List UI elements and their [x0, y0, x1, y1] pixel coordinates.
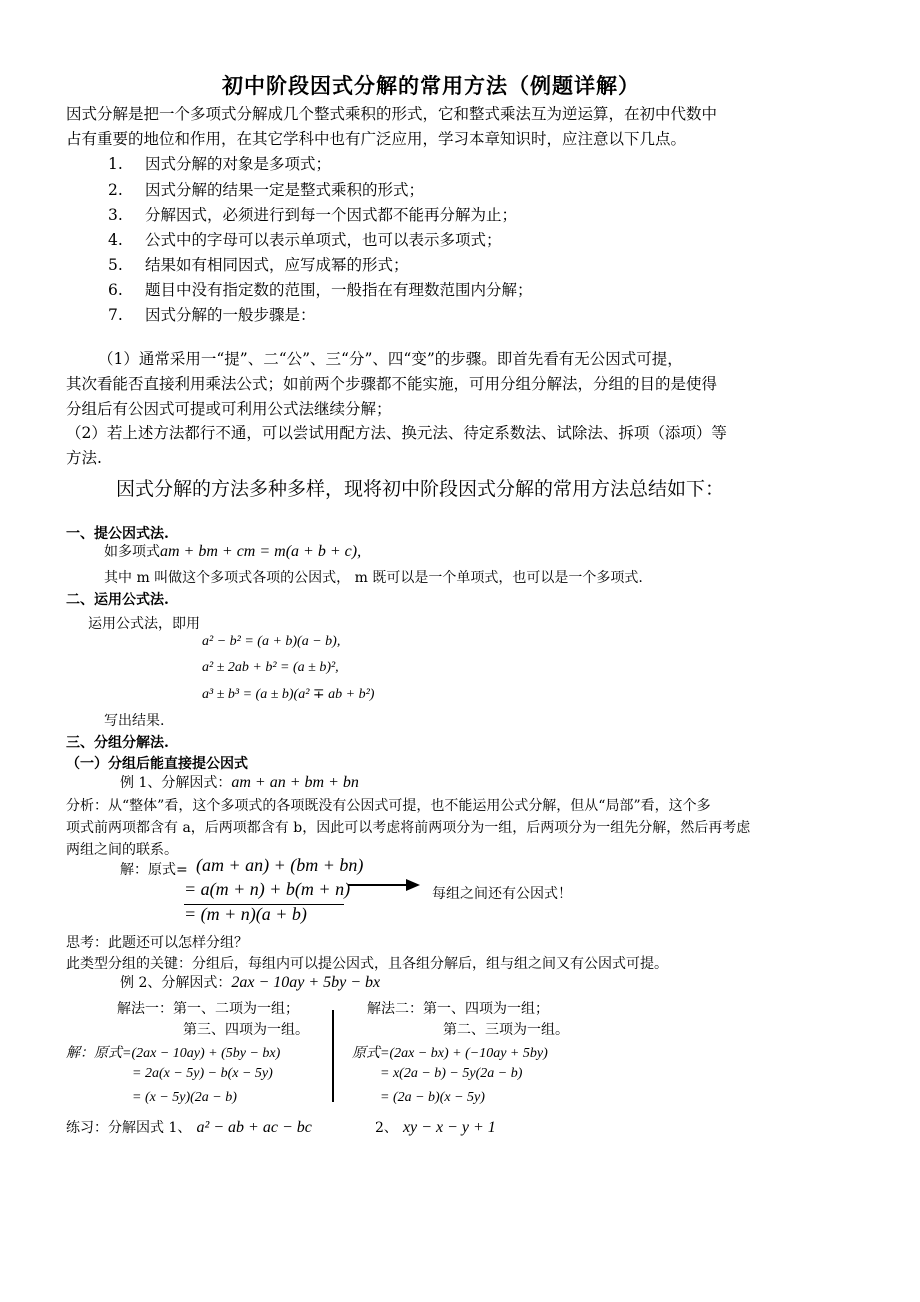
subsection-heading: （一）分组后能直接提公因式 — [66, 756, 248, 772]
think-question: 思考：此题还可以怎样分组？ — [66, 935, 248, 951]
section-1-heading: 一、提公因式法. — [66, 526, 169, 542]
example-1-formula: am + an + bm + bn — [231, 774, 359, 791]
section-1-note: 其中 m 叫做这个多项式各项的公因式， m 既可以是一个单项式，也可以是一个多项式. — [104, 570, 643, 586]
list-item — [108, 152, 331, 174]
summary-line: 因式分解的方法多种多样，现将初中阶段因式分解的常用方法总结如下： — [116, 478, 725, 500]
method-2-step-2: = x(2a − b) − 5y(2a − b) — [380, 1066, 523, 1081]
item-text: 公式中的字母可以表示单项式，也可以表示多项式； — [145, 231, 502, 249]
example-1-prefix: 例 1、分解因式： — [120, 775, 232, 791]
item-number: 4. — [108, 231, 123, 249]
method-2-line-2: 第二、三项为一组。 — [443, 1022, 569, 1038]
list-item — [108, 228, 502, 250]
practice-2-formula: xy − x − y + 1 — [402, 1119, 496, 1136]
section-3-heading: 三、分组分解法. — [66, 735, 169, 751]
method-2-step-3: = (2a − b)(x − 5y) — [380, 1090, 485, 1105]
example-prefix: 如多项式 — [104, 544, 160, 560]
intro-line-2: 占有重要的地位和作用，在其它学科中也有广泛应用，学习本章知识时，应注意以下几点。 — [66, 130, 687, 148]
item-text: 分解因式，必须进行到每一个因式都不能再分解为止； — [145, 206, 518, 224]
method-1-line-1: 解法一：第一、二项为一组； — [117, 1001, 299, 1017]
solution-step-1: (am + an) + (bm + bn) — [196, 855, 364, 875]
item-number: 6. — [108, 281, 123, 299]
item-text: 因式分解的对象是多项式； — [145, 155, 332, 173]
solution-step-2: = a(m + n) + b(m + n) — [184, 879, 351, 899]
key-note: 此类型分组的关键：分组后，每组内可以提公因式，且各组分解后，组与组之间又有公因式可提。 — [66, 956, 668, 972]
analysis-line-2: 项式前两项都含有 a，后两项都含有 b，因此可以考虑将前两项分为一组，后两项分为一组先分解，然后再考虑 — [66, 820, 751, 836]
practice-prefix: 练习：分解因式 1、 — [66, 1120, 192, 1136]
item-text: 因式分解的结果一定是整式乘积的形式； — [145, 181, 425, 199]
list-item — [108, 278, 533, 300]
formula-cubes: a³ ± b³ = (a ± b)(a² ∓ ab + b²) — [202, 687, 375, 702]
arrow-icon — [348, 878, 420, 892]
page-title: 初中阶段因式分解的常用方法（例题详解） — [222, 73, 640, 98]
list-item — [108, 203, 517, 225]
arrow-note: 每组之间还有公因式！ — [432, 886, 572, 902]
method-1-step-3: = (x − 5y)(2a − b) — [132, 1090, 237, 1105]
item-text: 结果如有相同因式，应写成幂的形式； — [145, 256, 409, 274]
section-2-tail: 写出结果. — [104, 713, 165, 729]
practice-line — [66, 1117, 496, 1137]
step-1-line-3: 分组后有公因式可提或可利用公式法继续分解； — [66, 400, 392, 418]
item-number: 1. — [108, 155, 123, 173]
item-text: 题目中没有指定数的范围，一般指在有理数范围内分解； — [145, 281, 533, 299]
step-1-line-1: （1）通常采用一“提”、二“公”、三“分”、四“变”的步骤。即首先看有无公因式可提， — [98, 350, 683, 368]
list-item — [108, 253, 409, 275]
item-number: 5. — [108, 256, 123, 274]
section-2-heading: 二、运用公式法. — [66, 592, 169, 608]
example-2-formula: 2ax − 10ay + 5by − bx — [231, 974, 381, 991]
example-1 — [120, 772, 359, 792]
method-1-step-2: = 2a(x − 5y) − b(x − 5y) — [132, 1066, 273, 1081]
section-2-lead: 运用公式法，即用 — [88, 616, 200, 632]
list-item — [108, 178, 424, 200]
item-number: 2. — [108, 181, 123, 199]
list-item — [108, 303, 316, 325]
method-1-step-1: 解：原式=(2ax − 10ay) + (5by − bx) — [66, 1046, 281, 1061]
solution-step-3: = (m + n)(a + b) — [184, 904, 307, 924]
item-text: 因式分解的一般步骤是： — [145, 306, 316, 324]
example-2-prefix: 例 2、分解因式： — [120, 975, 232, 991]
item-number: 7. — [108, 306, 123, 324]
analysis-line-3: 两组之间的联系。 — [66, 842, 178, 858]
item-number: 3. — [108, 206, 123, 224]
analysis-line-1: 分析：从“整体”看，这个多项式的各项既没有公因式可提，也不能运用公式分解，但从“局部”看，这个多 — [66, 798, 711, 814]
method-2-line-1: 解法二：第一、四项为一组； — [367, 1001, 549, 1017]
intro-line-1: 因式分解是把一个多项式分解成几个整式乘积的形式，它和整式乘法互为逆运算，在初中代数中 — [66, 105, 718, 123]
practice-2-number: 2、 — [374, 1120, 398, 1136]
practice-1-formula: a² − ab + ac − bc — [196, 1119, 312, 1136]
method-divider — [332, 1010, 334, 1102]
method-2-step-1: 原式=(2ax − bx) + (−10ay + 5by) — [352, 1046, 548, 1061]
step-1-line-2: 其次看能否直接利用乘法公式；如前两个步骤都不能实施，可用分组分解法，分组的目的是使得 — [66, 375, 718, 393]
method-1-line-2: 第三、四项为一组。 — [183, 1022, 309, 1038]
step-2-line-1: （2）若上述方法都行不通，可以尝试用配方法、换元法、待定系数法、试除法、拆项（添项）等 — [66, 424, 727, 442]
step-2-line-2: 方法. — [66, 449, 102, 467]
example-formula: am + bm + cm = m(a + b + c), — [160, 543, 362, 560]
example-2 — [120, 972, 380, 992]
section-1-example — [104, 541, 361, 561]
solution-label: 解：原式= — [120, 862, 188, 878]
formula-perfect-square: a² ± 2ab + b² = (a ± b)², — [202, 660, 339, 675]
formula-difference-of-squares: a² − b² = (a + b)(a − b), — [202, 634, 341, 649]
